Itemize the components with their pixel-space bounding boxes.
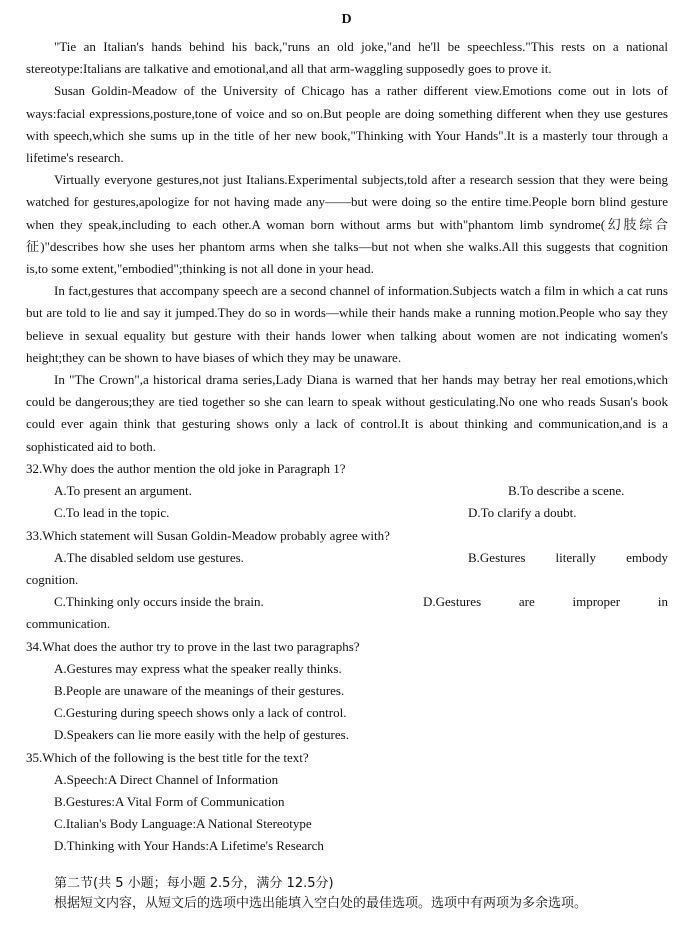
question-34-stem: 34.What does the author try to prove in the last two paragraphs? xyxy=(26,638,360,654)
q35-option-a: A.Speech:A Direct Channel of Information xyxy=(54,771,279,787)
q35-option-b: B.Gestures:A Vital Form of Communication xyxy=(54,794,285,810)
paragraph-3: Virtually everyone gestures,not just Italians.Experimental subjects,told after a research session that they were being watched for gestures,apologize for not having made any——but were doing so the entire time.People born blind gesture when they speak,including to each other.A woman born without arms but with"phantom limb syndrome(幻肢综合征)"describes how she uses her phantom arms when she talks—but not when she walks.All this suggests that cognition is,to some extent,"embodied";thinking is not all done in your head. xyxy=(26,172,668,277)
q33-option-d-word: D.Gestures xyxy=(423,594,482,610)
q34-option-b: B.People are unaware of the meanings of their gestures. xyxy=(54,683,345,699)
question-33-row-2 xyxy=(26,591,668,613)
paragraph-1: "Tie an Italian's hands behind his back,"runs an old joke,"and he'll be speechless."This rests on a national stereotype:Italians are talkative and emotional,and all that arm-waggling supposedly goes to prove it. xyxy=(26,39,668,77)
q33-option-d-word: in xyxy=(657,594,668,610)
question-32-row-2 xyxy=(26,502,668,524)
q33-option-a: A.The disabled seldom use gestures. xyxy=(54,549,244,565)
question-32-row-1 xyxy=(26,480,668,502)
q33-option-c: C.Thinking only occurs inside the brain. xyxy=(54,594,264,610)
q32-option-d: D.To clarify a doubt. xyxy=(468,505,577,521)
question-33-row-1 xyxy=(26,547,668,569)
q33-option-b-word: embody xyxy=(626,549,668,565)
q34-option-c: C.Gesturing during speech shows only a lack of control. xyxy=(54,705,347,721)
q33-option-d-word: improper xyxy=(572,594,621,610)
passage xyxy=(26,36,668,458)
section-2-header xyxy=(26,874,668,914)
paragraph-4: In fact,gestures that accompany speech are a second channel of information.Subjects watch a film in which a cat runs but are told to lie and say it jumped.They do so in words—while their hands make a running motion.People who say they believe in sexual equality but gesture with their hands lower when talking about women are not indicating women's height;they can be shown to have biases of which they may be unaware. xyxy=(26,283,668,365)
paragraph-5: In "The Crown",a historical drama series,Lady Diana is warned that her hands may betray her real emotions,which could be dangerous;they are tied together so she can learn to speak without gesticulating.No one who reads Susan's book could ever again think that gesturing shows only a lack of control.It is about thinking and communication,and is a sophisticated aid to both. xyxy=(26,372,668,454)
q33-option-b-tail: cognition. xyxy=(26,572,79,588)
section-2-title: 第二节(共 5 小题；每小题 2.5分，满分 12.5分) xyxy=(54,876,334,891)
q34-option-d: D.Speakers can lie more easily with the help of gestures. xyxy=(54,727,349,743)
paragraph-2: Susan Goldin-Meadow of the University of Chicago has a rather different view.Emotions come out in lots of ways:facial expressions,posture,tone of voice and so on.But people are doing something different when they use gestures with speech,which she sums up in the title of her new book,"Thinking with Your Hands".It is a masterly tour through a lifetime's research. xyxy=(26,83,668,166)
questions xyxy=(26,458,668,858)
q32-option-c: C.To lead in the topic. xyxy=(54,505,170,521)
question-35-stem: 35.Which of the following is the best title for the text? xyxy=(26,749,309,765)
q33-option-b xyxy=(468,547,668,569)
q33-option-d-word: are xyxy=(518,594,535,610)
q32-option-a: A.To present an argument. xyxy=(54,483,192,499)
passage-label: D xyxy=(341,12,352,27)
q33-option-d xyxy=(423,591,668,613)
q33-option-b-word: B.Gestures xyxy=(468,549,526,565)
q35-option-d: D.Thinking with Your Hands:A Lifetime's Research xyxy=(54,838,324,854)
q32-option-b: B.To describe a scene. xyxy=(508,483,625,499)
question-33-stem: 33.Which statement will Susan Goldin-Meadow probably agree with? xyxy=(26,527,390,543)
q33-option-d-tail: communication. xyxy=(26,616,111,632)
q35-option-c: C.Italian's Body Language:A National Stereotype xyxy=(54,816,312,832)
q33-option-b-word: literally xyxy=(555,549,596,565)
section-2-instruction: 根据短文内容，从短文后的选项中选出能填入空白处的最佳选项。选项中有两项为多余选项。 xyxy=(54,896,588,911)
question-32-stem: 32.Why does the author mention the old joke in Paragraph 1? xyxy=(26,461,346,476)
q34-option-a: A.Gestures may express what the speaker really thinks. xyxy=(54,660,342,676)
